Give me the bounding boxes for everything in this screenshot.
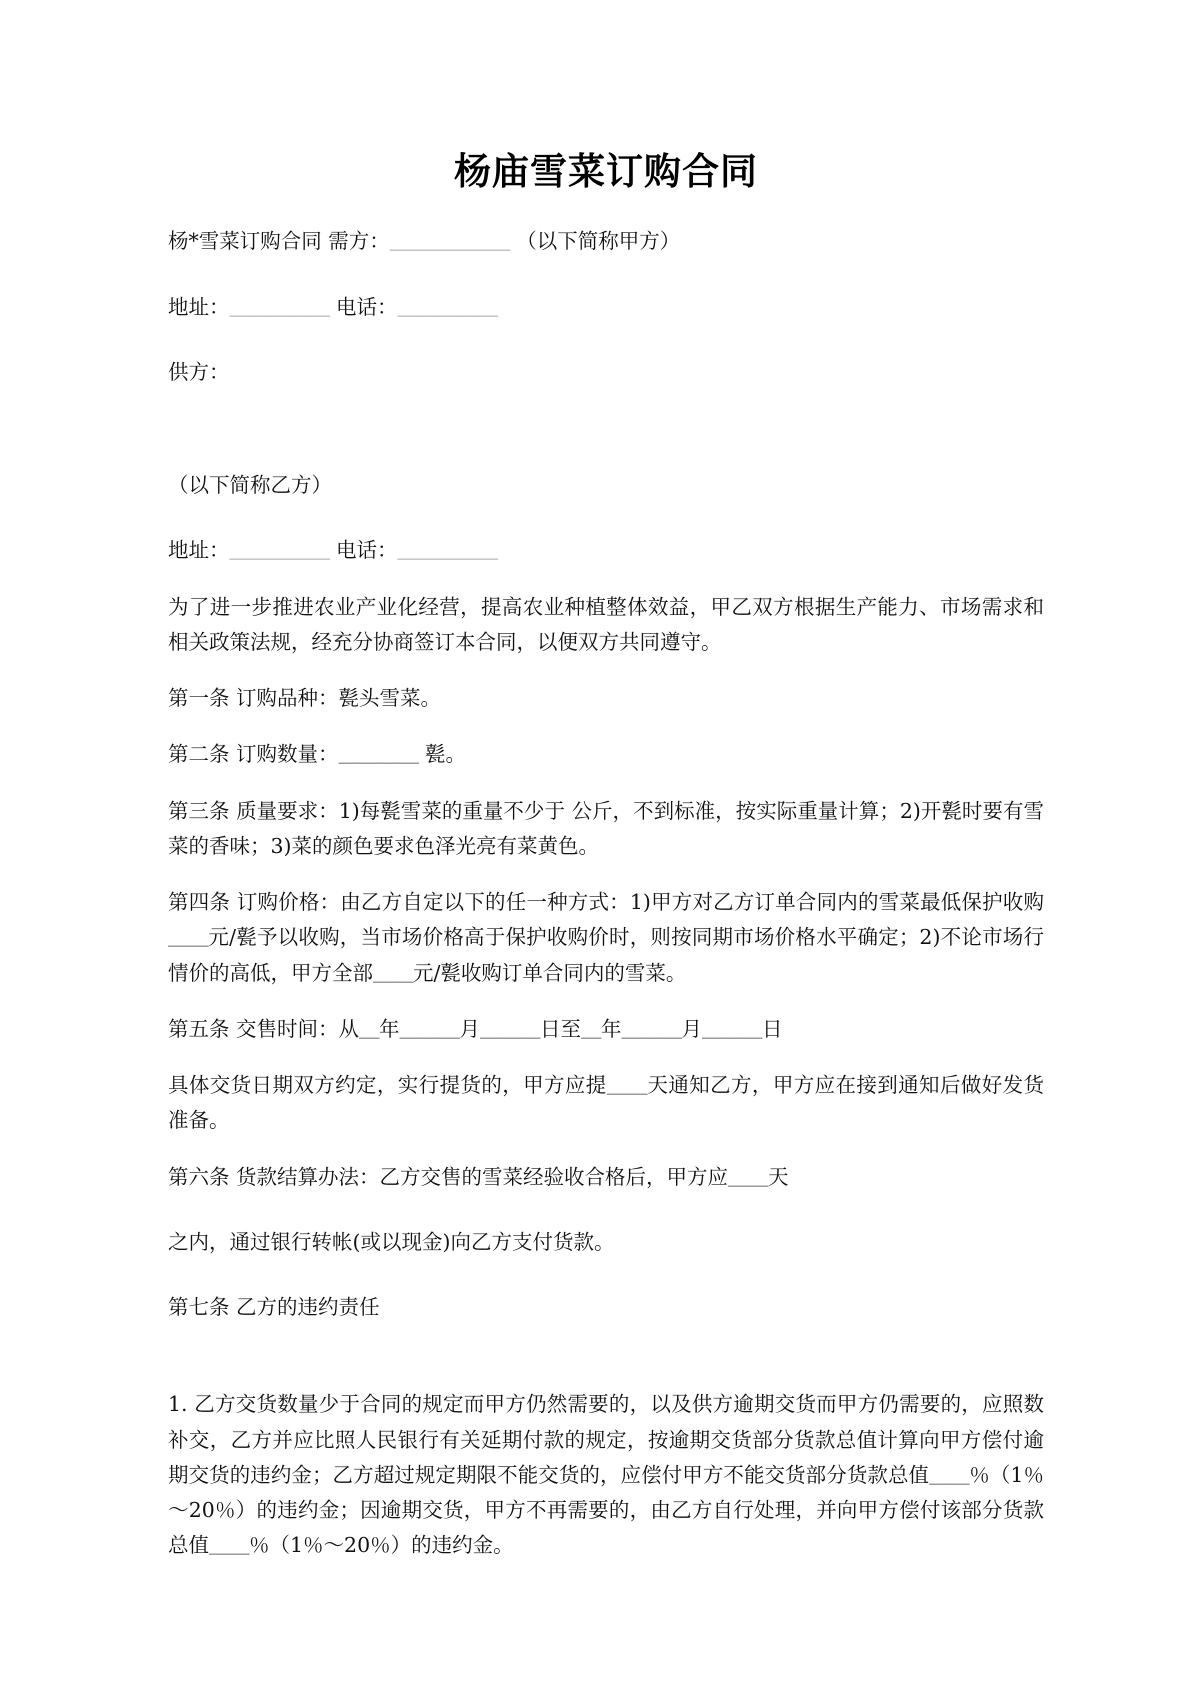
text-run: 第四条 订购价格：由乙方自定以下的任一种方式：1)甲方对乙方订单合同内的雪菜最低保护收购 [168,890,1044,914]
document-body [168,0,1044,1564]
spacer [168,390,1044,468]
paragraph-supplier-label [168,355,1044,390]
text-run: 1. 乙方交货数量少于合同的规定而甲方仍然需要的，以及供方逾期交货而甲方仍需要的，应照数补交，乙方并应比照人民银行有关延期付款的规定，按逾期交货部分货款总值计算向甲方偿付逾期交货的违约金；乙方超过规定期限不能交货的，应偿付甲方不能交货部分货款总值 [168,1392,1044,1487]
paragraph-article-4 [168,885,1044,991]
paragraph-supplier-alias [168,468,1044,503]
paragraph-delivery-note [168,1068,1044,1139]
text-run: 甏。 [418,742,467,767]
text-run: 为了进一步推进农业产业化经营，提高农业种植整体效益，甲乙双方根据生产能力、市场需求和相关政策法规，经充分协商签订本合同，以便双方共同遵守。 [168,594,1044,654]
text-run: 杨*雪菜订购合同 需方： [168,229,390,254]
page-title: 杨庙雪菜订购合同 [454,149,758,193]
spacer [168,260,1044,290]
text-run: 月 [459,1016,481,1041]
blank-field-end-month[interactable]: ＿＿＿ [621,1016,682,1041]
paragraph-preamble [168,590,1044,661]
text-run: 第一条 订购品种：甏头雪菜。 [168,686,442,710]
spacer [168,1325,1044,1387]
blank-field-penalty-rate-1[interactable]: ＿＿ [929,1462,970,1487]
blank-field-notice-days[interactable]: ＿＿ [606,1073,648,1097]
label-phone: 电话： [329,538,398,563]
spacer [168,660,1044,681]
paragraph-header-buyer [168,224,1044,259]
text-run: 第三条 质量要求：1)每甏雪菜的重量不少于 公斤，不到标准，按实际重量计算；2)开甏时要有雪菜的香味；3)菜的颜色要求色泽光亮有菜黄色。 [168,798,1044,858]
text-run: 具体交货日期双方约定，实行提货的，甲方应提 [168,1073,607,1097]
blank-field-start-year[interactable]: ＿ [359,1016,380,1041]
spacer [168,1260,1044,1290]
text-run: 第二条 订购数量： [168,742,339,767]
blank-field-payment-days[interactable]: ＿＿ [728,1164,769,1189]
label-supplier: 供方： [168,359,230,384]
label-address: 地址： [168,294,230,319]
spacer [168,194,1044,224]
spacer [168,773,1044,794]
blank-field-supplier-phone[interactable]: ＿＿＿＿＿ [397,538,498,563]
paragraph-article-2 [168,737,1044,772]
text-run: 天通知乙方，甲方应在接到通知后做好发货准备。 [168,1073,1045,1133]
text-run: 第七条 乙方的违约责任 [168,1295,380,1319]
text-run: 元/甏收购订单合同内的雪菜。 [413,960,687,985]
spacer [168,991,1044,1012]
text-run: 第六条 货款结算办法：乙方交售的雪菜经验收合格后，甲方应 [168,1164,729,1189]
label-phone: 电话： [329,294,398,319]
paragraph-article-7 [168,1290,1044,1325]
blank-field-fixed-price[interactable]: ＿＿ [373,960,413,985]
paragraph-supplier-address-phone [168,533,1044,568]
blank-field-penalty-rate-2[interactable]: ＿＿ [209,1533,249,1558]
paragraph-article-6 [168,1160,1044,1195]
text-run: ％（1％～20％）的违约金；因逾期交货，甲方不再需要的，由乙方自行处理，并向甲方偿付该部分货款总值 [168,1462,1045,1558]
paragraph-article-7-item-1 [168,1387,1044,1563]
text-run: ％（1％～20％）的违约金。 [249,1533,514,1558]
blank-field-order-quantity[interactable]: ＿＿＿＿ [338,742,419,767]
spacer [168,1195,1044,1225]
spacer [168,1047,1044,1068]
blank-field-buyer-address[interactable]: ＿＿＿＿＿ [229,294,330,319]
text-run: （以下简称乙方） [168,473,332,497]
paragraph-buyer-address-phone [168,290,1044,325]
blank-field-buyer-phone[interactable]: ＿＿＿＿＿ [397,294,498,319]
spacer [168,325,1044,355]
text-run: 元/甏予以收购，当市场价格高于保护收购价时，则按同期市场价格水平确定；2)不论市场行情价的高低，甲方全部 [168,925,1044,985]
blank-field-end-year[interactable]: ＿ [581,1016,602,1041]
blank-field-buyer-name[interactable]: ＿＿＿＿＿＿ [389,229,510,254]
blank-field-protective-price[interactable]: ＿＿ [168,925,209,950]
paragraph-article-6-cont [168,1225,1044,1260]
spacer [168,503,1044,533]
text-run: 之内，通过银行转帐(或以现金)向乙方支付货款。 [168,1229,615,1254]
text-run: 月 [681,1016,703,1041]
paragraph-article-3 [168,794,1044,865]
spacer [168,569,1044,590]
spacer [168,716,1044,737]
blank-field-end-day[interactable]: ＿＿＿ [702,1016,763,1041]
text-run: 日 [762,1016,783,1041]
paragraph-article-5 [168,1012,1044,1047]
text-run: 年 [379,1016,400,1041]
text-run: 年 [601,1016,622,1041]
text-run: （以下简称甲方） [509,229,681,254]
blank-field-supplier-address[interactable]: ＿＿＿＿＿ [229,538,330,563]
paragraph-article-1 [168,681,1044,716]
label-address: 地址： [168,538,230,563]
blank-field-start-day[interactable]: ＿＿＿ [480,1016,541,1041]
text-run: 日至 [540,1016,582,1041]
spacer [168,864,1044,885]
text-run: 天 [768,1164,789,1189]
text-run: 第五条 交售时间：从 [168,1016,360,1041]
spacer [168,1139,1044,1160]
blank-field-start-month[interactable]: ＿＿＿ [399,1016,460,1041]
